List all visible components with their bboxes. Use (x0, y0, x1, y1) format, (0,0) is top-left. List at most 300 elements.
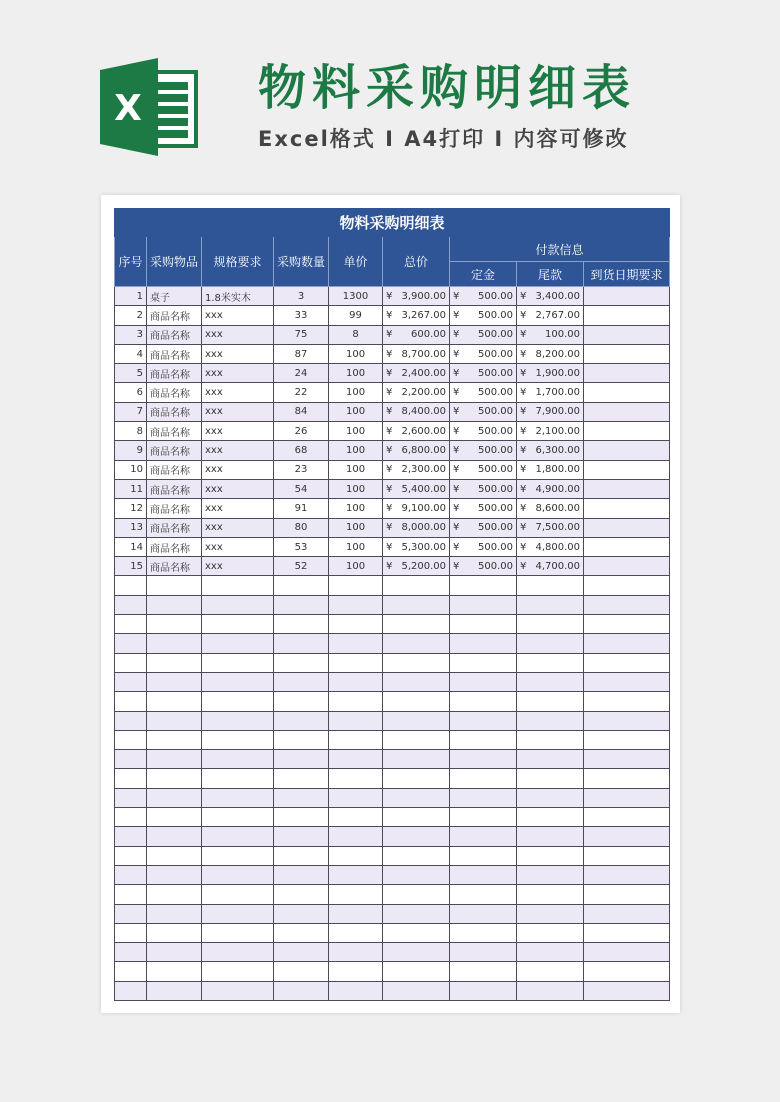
cell-index[interactable] (115, 711, 147, 730)
cell-delivery-date[interactable] (584, 576, 670, 595)
cell-deposit[interactable] (450, 576, 517, 595)
cell-balance[interactable] (517, 402, 584, 421)
cell-quantity[interactable]: 26 (274, 422, 329, 441)
cell-balance[interactable] (517, 344, 584, 363)
cell-quantity[interactable] (274, 576, 329, 595)
cell-unit-price[interactable] (329, 846, 383, 865)
cell-unit-price[interactable] (329, 672, 383, 691)
cell-balance[interactable] (517, 287, 584, 306)
cell-balance[interactable] (517, 499, 584, 518)
cell-spec[interactable]: xxx (202, 499, 274, 518)
cell-balance[interactable] (517, 923, 584, 942)
cell-unit-price[interactable] (329, 962, 383, 981)
cell-delivery-date[interactable] (584, 827, 670, 846)
cell-delivery-date[interactable] (584, 537, 670, 556)
cell-item[interactable] (147, 865, 202, 884)
cell-quantity[interactable] (274, 923, 329, 942)
cell-spec[interactable]: xxx (202, 422, 274, 441)
cell-balance[interactable] (517, 904, 584, 923)
cell-deposit[interactable] (450, 711, 517, 730)
cell-delivery-date[interactable] (584, 422, 670, 441)
cell-deposit[interactable] (450, 634, 517, 653)
cell-quantity[interactable] (274, 981, 329, 1000)
cell-index[interactable]: 10 (115, 460, 147, 479)
cell-deposit[interactable] (450, 287, 517, 306)
cell-index[interactable]: 7 (115, 402, 147, 421)
cell-index[interactable] (115, 653, 147, 672)
cell-item[interactable]: 商品名称 (147, 364, 202, 383)
cell-quantity[interactable]: 33 (274, 306, 329, 325)
cell-total[interactable] (383, 827, 450, 846)
cell-quantity[interactable] (274, 943, 329, 962)
cell-index[interactable] (115, 576, 147, 595)
cell-balance[interactable] (517, 943, 584, 962)
cell-deposit[interactable] (450, 499, 517, 518)
cell-deposit[interactable] (450, 479, 517, 498)
cell-balance[interactable] (517, 769, 584, 788)
cell-quantity[interactable] (274, 962, 329, 981)
cell-index[interactable] (115, 827, 147, 846)
cell-index[interactable]: 9 (115, 441, 147, 460)
cell-deposit[interactable] (450, 422, 517, 441)
cell-item[interactable] (147, 730, 202, 749)
cell-unit-price[interactable]: 100 (329, 557, 383, 576)
cell-delivery-date[interactable] (584, 711, 670, 730)
cell-balance[interactable] (517, 422, 584, 441)
cell-index[interactable] (115, 595, 147, 614)
cell-deposit[interactable] (450, 808, 517, 827)
cell-index[interactable]: 13 (115, 518, 147, 537)
cell-item[interactable]: 商品名称 (147, 422, 202, 441)
cell-item[interactable]: 商品名称 (147, 499, 202, 518)
cell-total[interactable] (383, 364, 450, 383)
cell-total[interactable] (383, 653, 450, 672)
cell-item[interactable] (147, 595, 202, 614)
cell-item[interactable] (147, 692, 202, 711)
cell-total[interactable] (383, 711, 450, 730)
cell-deposit[interactable] (450, 537, 517, 556)
cell-deposit[interactable] (450, 402, 517, 421)
cell-item[interactable] (147, 750, 202, 769)
cell-deposit[interactable] (450, 788, 517, 807)
cell-deposit[interactable] (450, 885, 517, 904)
cell-total[interactable] (383, 422, 450, 441)
cell-deposit[interactable] (450, 692, 517, 711)
cell-item[interactable] (147, 981, 202, 1000)
cell-balance[interactable] (517, 865, 584, 884)
cell-spec[interactable] (202, 865, 274, 884)
cell-unit-price[interactable]: 100 (329, 364, 383, 383)
cell-index[interactable] (115, 788, 147, 807)
cell-quantity[interactable] (274, 653, 329, 672)
cell-quantity[interactable] (274, 885, 329, 904)
cell-delivery-date[interactable] (584, 287, 670, 306)
cell-balance[interactable] (517, 730, 584, 749)
cell-spec[interactable]: 1.8米实木 (202, 287, 274, 306)
cell-delivery-date[interactable] (584, 692, 670, 711)
cell-item[interactable]: 商品名称 (147, 441, 202, 460)
cell-deposit[interactable] (450, 460, 517, 479)
cell-deposit[interactable] (450, 441, 517, 460)
cell-deposit[interactable] (450, 383, 517, 402)
cell-total[interactable] (383, 730, 450, 749)
cell-delivery-date[interactable] (584, 518, 670, 537)
cell-balance[interactable] (517, 595, 584, 614)
cell-total[interactable] (383, 402, 450, 421)
cell-quantity[interactable] (274, 750, 329, 769)
cell-quantity[interactable]: 52 (274, 557, 329, 576)
cell-item[interactable]: 商品名称 (147, 344, 202, 363)
cell-unit-price[interactable]: 1300 (329, 287, 383, 306)
cell-total[interactable] (383, 885, 450, 904)
cell-deposit[interactable] (450, 981, 517, 1000)
cell-deposit[interactable] (450, 962, 517, 981)
cell-quantity[interactable]: 84 (274, 402, 329, 421)
cell-quantity[interactable] (274, 865, 329, 884)
cell-spec[interactable]: xxx (202, 325, 274, 344)
cell-delivery-date[interactable] (584, 383, 670, 402)
cell-balance[interactable] (517, 306, 584, 325)
cell-balance[interactable] (517, 441, 584, 460)
cell-balance[interactable] (517, 634, 584, 653)
cell-deposit[interactable] (450, 325, 517, 344)
cell-total[interactable] (383, 518, 450, 537)
cell-item[interactable] (147, 653, 202, 672)
cell-spec[interactable]: xxx (202, 557, 274, 576)
cell-quantity[interactable]: 68 (274, 441, 329, 460)
cell-delivery-date[interactable] (584, 306, 670, 325)
cell-spec[interactable] (202, 962, 274, 981)
cell-total[interactable] (383, 325, 450, 344)
cell-spec[interactable]: xxx (202, 402, 274, 421)
cell-total[interactable] (383, 808, 450, 827)
cell-unit-price[interactable] (329, 865, 383, 884)
cell-deposit[interactable] (450, 653, 517, 672)
cell-spec[interactable] (202, 827, 274, 846)
cell-balance[interactable] (517, 537, 584, 556)
cell-total[interactable] (383, 595, 450, 614)
cell-spec[interactable]: xxx (202, 537, 274, 556)
cell-quantity[interactable]: 22 (274, 383, 329, 402)
cell-total[interactable] (383, 441, 450, 460)
cell-unit-price[interactable]: 100 (329, 441, 383, 460)
cell-quantity[interactable] (274, 827, 329, 846)
cell-balance[interactable] (517, 364, 584, 383)
cell-item[interactable] (147, 769, 202, 788)
cell-item[interactable] (147, 788, 202, 807)
cell-total[interactable] (383, 557, 450, 576)
cell-index[interactable]: 5 (115, 364, 147, 383)
cell-index[interactable]: 2 (115, 306, 147, 325)
cell-spec[interactable] (202, 788, 274, 807)
cell-quantity[interactable] (274, 692, 329, 711)
cell-quantity[interactable]: 80 (274, 518, 329, 537)
cell-balance[interactable] (517, 672, 584, 691)
cell-quantity[interactable] (274, 634, 329, 653)
cell-quantity[interactable] (274, 769, 329, 788)
cell-deposit[interactable] (450, 865, 517, 884)
cell-deposit[interactable] (450, 306, 517, 325)
cell-total[interactable] (383, 479, 450, 498)
cell-quantity[interactable] (274, 904, 329, 923)
cell-deposit[interactable] (450, 364, 517, 383)
cell-unit-price[interactable]: 99 (329, 306, 383, 325)
cell-spec[interactable] (202, 885, 274, 904)
cell-balance[interactable] (517, 325, 584, 344)
cell-item[interactable]: 商品名称 (147, 306, 202, 325)
cell-balance[interactable] (517, 962, 584, 981)
cell-quantity[interactable]: 87 (274, 344, 329, 363)
cell-quantity[interactable]: 3 (274, 287, 329, 306)
cell-index[interactable] (115, 962, 147, 981)
cell-balance[interactable] (517, 460, 584, 479)
cell-spec[interactable] (202, 730, 274, 749)
cell-item[interactable] (147, 615, 202, 634)
cell-unit-price[interactable]: 100 (329, 422, 383, 441)
cell-item[interactable] (147, 846, 202, 865)
cell-unit-price[interactable]: 100 (329, 460, 383, 479)
cell-delivery-date[interactable] (584, 865, 670, 884)
cell-item[interactable]: 商品名称 (147, 460, 202, 479)
cell-index[interactable]: 4 (115, 344, 147, 363)
cell-deposit[interactable] (450, 344, 517, 363)
cell-total[interactable] (383, 865, 450, 884)
cell-unit-price[interactable]: 100 (329, 499, 383, 518)
cell-balance[interactable] (517, 981, 584, 1000)
cell-quantity[interactable]: 54 (274, 479, 329, 498)
cell-spec[interactable] (202, 750, 274, 769)
cell-index[interactable] (115, 750, 147, 769)
cell-index[interactable] (115, 846, 147, 865)
cell-unit-price[interactable] (329, 711, 383, 730)
cell-item[interactable]: 商品名称 (147, 557, 202, 576)
cell-total[interactable] (383, 634, 450, 653)
cell-index[interactable]: 3 (115, 325, 147, 344)
cell-spec[interactable]: xxx (202, 344, 274, 363)
cell-total[interactable] (383, 981, 450, 1000)
cell-unit-price[interactable] (329, 634, 383, 653)
cell-spec[interactable] (202, 943, 274, 962)
cell-deposit[interactable] (450, 846, 517, 865)
cell-total[interactable] (383, 846, 450, 865)
cell-balance[interactable] (517, 711, 584, 730)
cell-spec[interactable]: xxx (202, 364, 274, 383)
cell-index[interactable] (115, 615, 147, 634)
cell-total[interactable] (383, 788, 450, 807)
cell-unit-price[interactable]: 8 (329, 325, 383, 344)
cell-delivery-date[interactable] (584, 788, 670, 807)
cell-index[interactable] (115, 923, 147, 942)
cell-quantity[interactable] (274, 846, 329, 865)
cell-item[interactable]: 商品名称 (147, 479, 202, 498)
cell-item[interactable] (147, 827, 202, 846)
cell-total[interactable] (383, 672, 450, 691)
cell-index[interactable]: 14 (115, 537, 147, 556)
cell-deposit[interactable] (450, 595, 517, 614)
cell-unit-price[interactable] (329, 885, 383, 904)
cell-spec[interactable] (202, 711, 274, 730)
cell-unit-price[interactable]: 100 (329, 518, 383, 537)
cell-index[interactable] (115, 981, 147, 1000)
cell-quantity[interactable]: 23 (274, 460, 329, 479)
cell-unit-price[interactable]: 100 (329, 383, 383, 402)
cell-index[interactable]: 6 (115, 383, 147, 402)
cell-balance[interactable] (517, 750, 584, 769)
cell-item[interactable] (147, 711, 202, 730)
cell-spec[interactable] (202, 808, 274, 827)
cell-balance[interactable] (517, 653, 584, 672)
cell-spec[interactable] (202, 653, 274, 672)
cell-total[interactable] (383, 306, 450, 325)
cell-delivery-date[interactable] (584, 750, 670, 769)
cell-balance[interactable] (517, 808, 584, 827)
cell-delivery-date[interactable] (584, 808, 670, 827)
cell-delivery-date[interactable] (584, 634, 670, 653)
cell-index[interactable]: 8 (115, 422, 147, 441)
cell-total[interactable] (383, 923, 450, 942)
cell-deposit[interactable] (450, 615, 517, 634)
cell-spec[interactable]: xxx (202, 479, 274, 498)
cell-spec[interactable]: xxx (202, 383, 274, 402)
cell-balance[interactable] (517, 383, 584, 402)
cell-total[interactable] (383, 904, 450, 923)
cell-quantity[interactable] (274, 595, 329, 614)
cell-deposit[interactable] (450, 730, 517, 749)
cell-index[interactable]: 1 (115, 287, 147, 306)
cell-delivery-date[interactable] (584, 595, 670, 614)
cell-deposit[interactable] (450, 769, 517, 788)
cell-spec[interactable] (202, 672, 274, 691)
cell-balance[interactable] (517, 576, 584, 595)
cell-index[interactable]: 15 (115, 557, 147, 576)
cell-index[interactable]: 11 (115, 479, 147, 498)
cell-deposit[interactable] (450, 943, 517, 962)
cell-deposit[interactable] (450, 923, 517, 942)
cell-deposit[interactable] (450, 750, 517, 769)
cell-delivery-date[interactable] (584, 885, 670, 904)
cell-unit-price[interactable] (329, 730, 383, 749)
cell-unit-price[interactable] (329, 750, 383, 769)
cell-unit-price[interactable]: 100 (329, 479, 383, 498)
cell-total[interactable] (383, 460, 450, 479)
cell-deposit[interactable] (450, 672, 517, 691)
cell-index[interactable] (115, 943, 147, 962)
cell-spec[interactable] (202, 634, 274, 653)
cell-index[interactable] (115, 769, 147, 788)
cell-index[interactable]: 12 (115, 499, 147, 518)
cell-total[interactable] (383, 344, 450, 363)
cell-item[interactable] (147, 904, 202, 923)
cell-balance[interactable] (517, 788, 584, 807)
cell-unit-price[interactable] (329, 653, 383, 672)
cell-item[interactable]: 商品名称 (147, 325, 202, 344)
cell-spec[interactable]: xxx (202, 460, 274, 479)
cell-item[interactable] (147, 808, 202, 827)
cell-index[interactable] (115, 885, 147, 904)
cell-unit-price[interactable] (329, 808, 383, 827)
cell-quantity[interactable] (274, 672, 329, 691)
cell-total[interactable] (383, 750, 450, 769)
cell-total[interactable] (383, 769, 450, 788)
cell-delivery-date[interactable] (584, 615, 670, 634)
cell-index[interactable] (115, 730, 147, 749)
cell-index[interactable] (115, 634, 147, 653)
cell-unit-price[interactable]: 100 (329, 344, 383, 363)
cell-total[interactable] (383, 943, 450, 962)
cell-unit-price[interactable] (329, 981, 383, 1000)
cell-delivery-date[interactable] (584, 981, 670, 1000)
cell-quantity[interactable] (274, 808, 329, 827)
cell-unit-price[interactable] (329, 692, 383, 711)
cell-quantity[interactable]: 75 (274, 325, 329, 344)
cell-spec[interactable] (202, 692, 274, 711)
cell-delivery-date[interactable] (584, 479, 670, 498)
cell-unit-price[interactable] (329, 904, 383, 923)
cell-spec[interactable] (202, 981, 274, 1000)
cell-spec[interactable] (202, 923, 274, 942)
cell-spec[interactable] (202, 595, 274, 614)
cell-spec[interactable]: xxx (202, 306, 274, 325)
cell-delivery-date[interactable] (584, 943, 670, 962)
cell-delivery-date[interactable] (584, 672, 670, 691)
cell-balance[interactable] (517, 479, 584, 498)
cell-spec[interactable] (202, 904, 274, 923)
cell-delivery-date[interactable] (584, 923, 670, 942)
cell-balance[interactable] (517, 518, 584, 537)
cell-delivery-date[interactable] (584, 730, 670, 749)
cell-delivery-date[interactable] (584, 402, 670, 421)
cell-index[interactable] (115, 808, 147, 827)
cell-index[interactable] (115, 672, 147, 691)
cell-balance[interactable] (517, 885, 584, 904)
cell-total[interactable] (383, 692, 450, 711)
cell-unit-price[interactable]: 100 (329, 537, 383, 556)
cell-total[interactable] (383, 537, 450, 556)
cell-delivery-date[interactable] (584, 962, 670, 981)
cell-item[interactable]: 商品名称 (147, 383, 202, 402)
cell-unit-price[interactable] (329, 769, 383, 788)
cell-deposit[interactable] (450, 518, 517, 537)
cell-item[interactable] (147, 634, 202, 653)
cell-delivery-date[interactable] (584, 344, 670, 363)
cell-quantity[interactable]: 53 (274, 537, 329, 556)
cell-unit-price[interactable] (329, 615, 383, 634)
cell-delivery-date[interactable] (584, 769, 670, 788)
cell-index[interactable] (115, 865, 147, 884)
cell-balance[interactable] (517, 827, 584, 846)
cell-unit-price[interactable] (329, 943, 383, 962)
cell-deposit[interactable] (450, 904, 517, 923)
cell-quantity[interactable]: 91 (274, 499, 329, 518)
cell-spec[interactable] (202, 576, 274, 595)
cell-unit-price[interactable] (329, 576, 383, 595)
cell-deposit[interactable] (450, 557, 517, 576)
cell-unit-price[interactable] (329, 923, 383, 942)
cell-quantity[interactable] (274, 615, 329, 634)
cell-total[interactable] (383, 287, 450, 306)
cell-item[interactable]: 商品名称 (147, 402, 202, 421)
cell-total[interactable] (383, 962, 450, 981)
cell-spec[interactable] (202, 769, 274, 788)
cell-item[interactable] (147, 885, 202, 904)
cell-item[interactable] (147, 962, 202, 981)
cell-delivery-date[interactable] (584, 364, 670, 383)
cell-item[interactable] (147, 672, 202, 691)
cell-item[interactable] (147, 923, 202, 942)
cell-unit-price[interactable] (329, 595, 383, 614)
cell-index[interactable] (115, 692, 147, 711)
cell-balance[interactable] (517, 692, 584, 711)
